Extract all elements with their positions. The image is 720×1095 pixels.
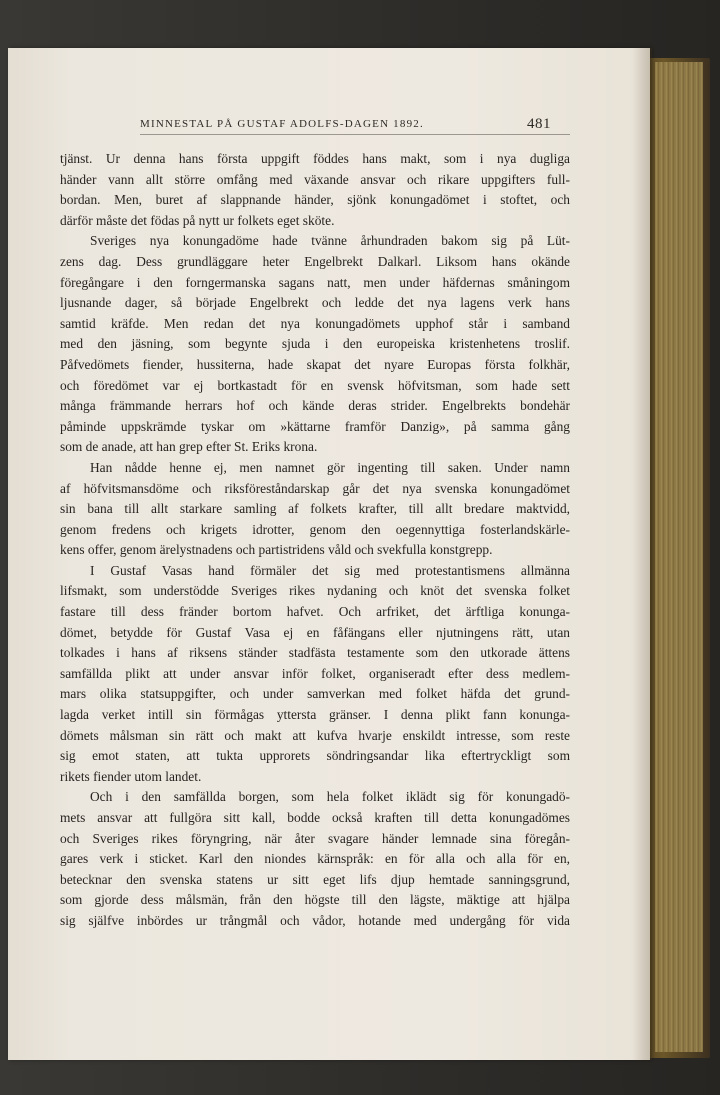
text-line: gares verk i sticket. Karl den niondes kärnspråk: en för alla och alla för en, xyxy=(60,851,570,867)
text-line: därför måste det födas på nytt ur folkets eget sköte. xyxy=(60,212,335,228)
text-line: rikets fiender utom landet. xyxy=(60,768,202,784)
text-line: I Gustaf Vasas hand förmäler det sig med protestantismens allmänna xyxy=(90,562,570,578)
text-line: Sveriges nya konungadöme hade tvänne århundraden bakom sig på Lüt- xyxy=(90,233,570,249)
text-line: kens offer, genom ärelystnadens och partistridens våld och svekfulla konstgrepp. xyxy=(60,542,493,558)
text-line: bordan. Men, buret af slappnande händer, sjönk konungadömet i stoftet, och xyxy=(60,192,570,208)
text-line: fastare till dess fränder bortom hafvet. Och arfriket, det ärftliga konunga- xyxy=(60,604,570,620)
text-line: och Sveriges rikes föryngring, när åter svagare händer lemnade sina föregån- xyxy=(60,830,570,846)
text-line: genom fredens och krigets idrotter, genom den oegennyttiga fosterlandskärle- xyxy=(60,521,570,537)
text-line: som gjorde dess målsmän, från den högste till den lägste, mäktige att hjälpa xyxy=(60,892,570,908)
text-line: mets ansvar att fullgöra sitt kall, bodde också kraften till detta konungadömes xyxy=(60,810,570,825)
text-line: som de anade, att han grep efter St. Eriks krona. xyxy=(60,439,318,455)
text-line: Och i den samfällda borgen, som hela folket iklädt sig för konungadö- xyxy=(90,789,570,805)
text-line: ljusnande dager, så började Engelbrekt och ledde det nya lagens verk hans xyxy=(60,295,570,311)
text-line: Påfvedömets fiender, hussiterna, hade skapat det nyare Europas första folkhär, xyxy=(60,356,570,372)
text-line: Han nådde henne ej, men namnet gör ingenting till saken. Under namn xyxy=(90,459,570,475)
text-line: tolkades i hans af riksens ständer stadfästa testamente som den utkorade ättens xyxy=(60,645,570,661)
text-line: med den jäsning, som begynte sjuda i den europeiska kristenhetens troslif. xyxy=(60,336,570,352)
text-line: zens dag. Dess grundläggare heter Engelbrekt Dalkarl. Liksom hans okände xyxy=(60,253,570,269)
text-line: dömets målsman sin rätt och makt att kufva hvarje enskildt intresse, som reste xyxy=(60,727,570,743)
text-line: många främmande herrars hof och kände deras strider. Engelbrekts bondehär xyxy=(60,398,570,414)
text-line: lagda verket intill sin förmågas yttersta gränser. I denna plikt fann konunga- xyxy=(60,707,570,723)
page-stack-edge xyxy=(655,62,703,1052)
text-line: sin bana till allt starkare samling af folkets krafter, till allt bredare maktvidd, xyxy=(60,501,570,517)
text-line: händer vann allt större omfång med växande ansvar och rikare uppgifters full- xyxy=(60,171,570,187)
running-title: MINNESTAL PÅ GUSTAF ADOLFS-DAGEN 1892. xyxy=(140,118,424,130)
text-line: dömet, betydde för Gustaf Vasa ej en fåfängans eller njutningens rätt, utan xyxy=(60,624,570,640)
page-gutter-shadow xyxy=(632,48,652,1060)
text-line: och föredömet var ej bortkastadt för en svensk höfvitsman, som hade sett xyxy=(60,377,570,393)
text-line: betecknar den svenska statens ur sitt eget lifs djup hemtade sanningsgrund, xyxy=(60,871,570,887)
text-line: mars olika statsuppgifter, och under samverkan med folket häfda det grund- xyxy=(60,686,570,702)
body-text xyxy=(60,149,570,932)
text-line: lifsmakt, som understödde Sveriges rikes nydaning och knöt det svenska folket xyxy=(60,583,570,599)
text-line: föregångare i den forngermanska sagans natt, men under häfdernas småningom xyxy=(60,274,570,290)
text-line: samtid kräfde. Men redan det nya konungadömets upphof står i samband xyxy=(60,315,570,331)
text-line: samfällda plikt att under ansvar inför folket, organiseradt efter dess medlem- xyxy=(60,665,570,681)
text-line: af höfvitsmansdöme och riksföreståndarskap går det nya svenska konungadömet xyxy=(60,480,570,496)
text-line: tjänst. Ur denna hans första uppgift föddes hans makt, som i nya dugliga xyxy=(60,151,570,166)
page-number: 481 xyxy=(527,116,551,132)
text-line: sig emot staten, att tukta upprorets söndringsandar lika eftertryckligt som xyxy=(60,748,570,764)
text-line: påminde uppskrämde tyskar om »kättarne framför Danzig», på samma gång xyxy=(60,418,570,434)
text-line: sig själfve inbördes ur trångmål och vådor, hotande med undergång för vida xyxy=(60,912,570,928)
header-rule xyxy=(140,134,570,135)
